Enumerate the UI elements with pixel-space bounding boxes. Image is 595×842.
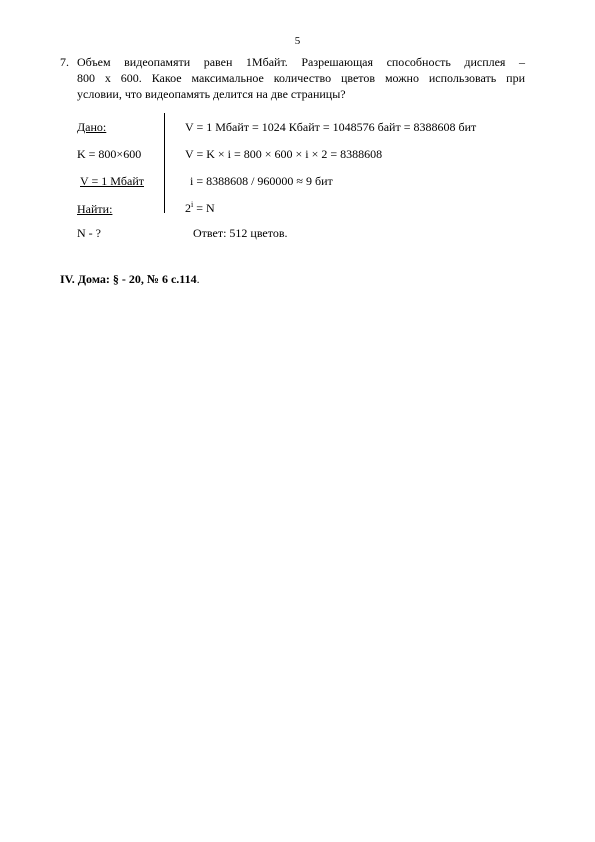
task-text-line-3: условии, что видеопамять делится на две страницы? bbox=[77, 87, 346, 101]
task-text-line-1: Объем видеопамяти равен 1Мбайт. Разрешающая способность дисплея – bbox=[77, 55, 525, 69]
find-heading: Найти: bbox=[77, 202, 113, 216]
task-number: 7. bbox=[60, 55, 69, 69]
solution-line-3: i = 8388608 / 960000 ≈ 9 бит bbox=[190, 174, 333, 188]
solution-line-2: V = K × i = 800 × 600 × i × 2 = 8388608 bbox=[185, 147, 383, 161]
task-text-line-2: 800 х 600. Какое максимальное количество цветов можно использовать при bbox=[77, 71, 525, 85]
homework-period: . bbox=[196, 272, 200, 286]
formula-base: 2 bbox=[185, 201, 191, 215]
formula-rest: = N bbox=[193, 201, 215, 215]
find-value: N - ? bbox=[77, 226, 101, 240]
given-k: K = 800×600 bbox=[77, 147, 142, 161]
given-heading: Дано: bbox=[77, 120, 107, 134]
solution-line-1: V = 1 Мбайт = 1024 Кбайт = 1048576 байт = 8388608 бит bbox=[185, 120, 477, 134]
answer: Ответ: 512 цветов. bbox=[193, 226, 288, 240]
homework-assignment bbox=[60, 272, 200, 287]
page-number: 5 bbox=[294, 35, 301, 47]
given-v: V = 1 Мбайт bbox=[80, 174, 144, 188]
homework-label: IV. Дома: § - 20, № 6 с.114 bbox=[60, 272, 197, 286]
given-divider bbox=[164, 113, 165, 213]
formula-exponent: i bbox=[191, 200, 194, 209]
solution-formula bbox=[185, 200, 215, 216]
